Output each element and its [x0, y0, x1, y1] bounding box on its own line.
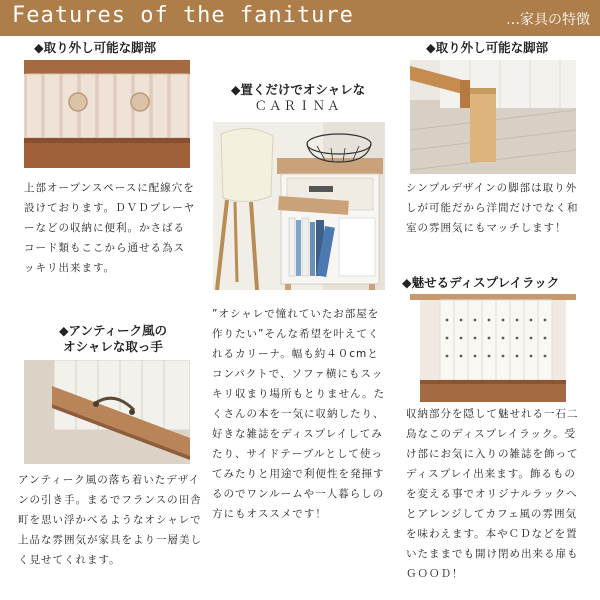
- bottom-right-heading: ◆魅せるディスプレイラック: [402, 275, 560, 290]
- bottom-left-heading-line2: オシャレな取っ手: [63, 339, 163, 354]
- top-left-body: 上部オープンスペースに配線穴を設けております。ＤＶＤプレーヤーなどの収納に便利。かさばるコード類もここから通せる為スッキリ出来ます。: [24, 182, 196, 274]
- page-subtitle: …家具の特徴: [506, 12, 590, 28]
- drawer-interior-photo: [24, 60, 190, 168]
- top-right-body: シンプルデザインの脚部は取り外しが可能だから洋間だけでなく和室の雰囲気にもマッチします！: [406, 182, 579, 234]
- center-heading-line2: ＣＡＲＩＮＡ: [254, 98, 342, 113]
- removable-leg-photo: [410, 60, 576, 174]
- bottom-left-body: アンティーク風の落ち着いたデザインの引き手。まるでフランスの田舎町を思い浮かべるようなオシャレで上品な雰囲気が家具をより一層美しく見せてくれます。: [18, 474, 202, 566]
- display-rack-photo: [410, 294, 576, 402]
- bottom-right-body: 収納部分を隠して魅せれる一石二鳥なこのディスプレイラック。受け部にお気に入りの雑誌を飾ってディスプレイ出来ます。飾るものを変える事でオリジナルラックへとアレンジしてカフェ風の雰囲気を味わえます。本やＣＤなどを置いたままでも開け閉め出来る扉もＧＯＯＤ！: [406, 408, 579, 580]
- top-left-heading: ◆取り外し可能な脚部: [34, 40, 157, 55]
- center-body: ”オシャレで憧れていたお部屋を作りたい”そんな希望を叶えてくれるカリーナ。幅も約４０cmとコンパクトで、ソファ横にもスッキリ収まり場所もとりません。たくさんの本を一気に収納したり、好きな雑誌をディスプレイしてみたり、サイドテーブルとして使ってみたりと用途で利便性を発揮するのでワンルームや一人暮らしの方にもオススメです！: [212, 308, 386, 520]
- bottom-left-heading-line1: ◆アンティーク風の: [58, 323, 168, 338]
- page-title: Features of the faniture: [12, 3, 354, 28]
- center-heading-line1: ◆置くだけでオシャレな: [230, 82, 366, 97]
- top-right-heading: ◆取り外し可能な脚部: [426, 40, 549, 55]
- carina-cabinet-photo: [213, 122, 385, 290]
- header-bar: [0, 0, 600, 36]
- antique-handle-photo: [24, 360, 190, 464]
